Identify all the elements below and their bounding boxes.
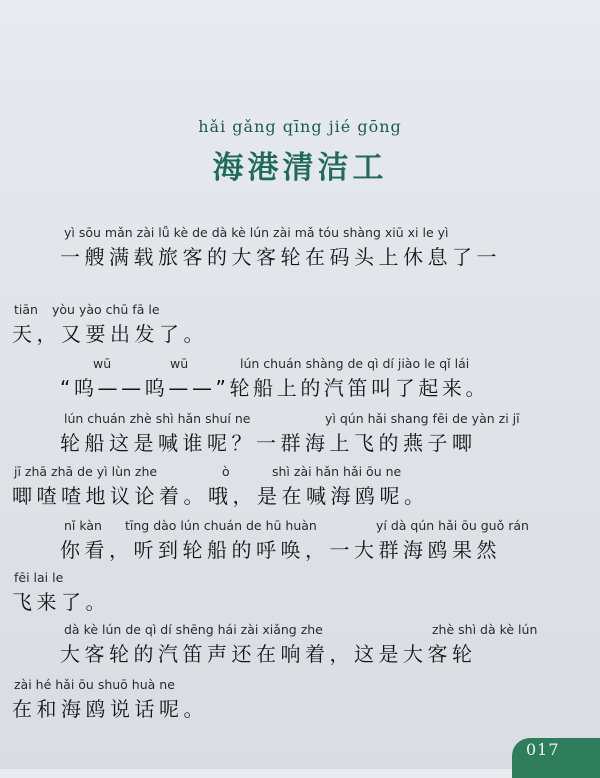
pinyin-line-1: yì sōu mǎn zài lǚ kè de dà kè lún zài mǎ tóu shàng xiū xi le yì — [64, 225, 449, 240]
pinyin-line-6c: yí dà qún hǎi ōu guǒ rán — [376, 518, 529, 533]
pinyin-line-6b: tīng dào lún chuán de hū huàn — [125, 518, 317, 533]
text-line-7: 飞来了。 — [12, 590, 110, 614]
page-number: 017 — [512, 738, 600, 778]
pinyin-line-8a: dà kè lún de qì dí shēng hái zài xiǎng zhe — [64, 622, 323, 637]
text-line-1: 一艘满载旅客的大客轮在码头上休息了一 — [60, 245, 501, 269]
page-title: 海港清洁工 — [212, 150, 388, 186]
pinyin-line-6a: nǐ kàn — [64, 518, 102, 533]
pinyin-line-4b: yì qún hǎi shang fēi de yàn zi jī — [325, 411, 520, 426]
pinyin-line-5a: jī zhā zhā de yì lùn zhe — [14, 464, 158, 479]
text-line-5: 唧喳喳地议论着。哦，是在喊海鸥呢。 — [12, 484, 429, 508]
pinyin-line-7: fēi lai le — [14, 570, 64, 585]
text-line-6: 你看，听到轮船的呼唤，一大群海鸥果然 — [60, 538, 501, 562]
text-line-8: 大客轮的汽笛声还在响着，这是大客轮 — [60, 642, 477, 666]
pinyin-line-5b: ò — [222, 464, 230, 479]
pinyin-line-2a: tiān — [14, 302, 38, 317]
text-line-3: “呜——呜——”轮船上的汽笛叫了起来。 — [60, 376, 490, 400]
text-line-2: 天，又要出发了。 — [12, 322, 208, 346]
pinyin-line-5c: shì zài hǎn hǎi ōu ne — [272, 464, 402, 479]
pinyin-line-2b: yòu yào chū fā le — [52, 302, 160, 317]
text-line-4: 轮船这是喊谁呢？一群海上飞的燕子唧 — [60, 431, 477, 455]
pinyin-line-3c: lún chuán shàng de qì dí jiào le qǐ lái — [240, 356, 470, 371]
title-pinyin: hǎi gǎng qīng jié gōng — [198, 117, 402, 136]
pinyin-line-3b: wū — [170, 356, 189, 371]
text-line-9: 在和海鸥说话呢。 — [12, 697, 208, 721]
pinyin-line-3a: wū — [93, 356, 112, 371]
pinyin-line-8b: zhè shì dà kè lún — [432, 622, 538, 637]
pinyin-line-9: zài hé hǎi ōu shuō huà ne — [14, 677, 175, 692]
pinyin-line-4a: lún chuán zhè shì hǎn shuí ne — [64, 411, 251, 426]
